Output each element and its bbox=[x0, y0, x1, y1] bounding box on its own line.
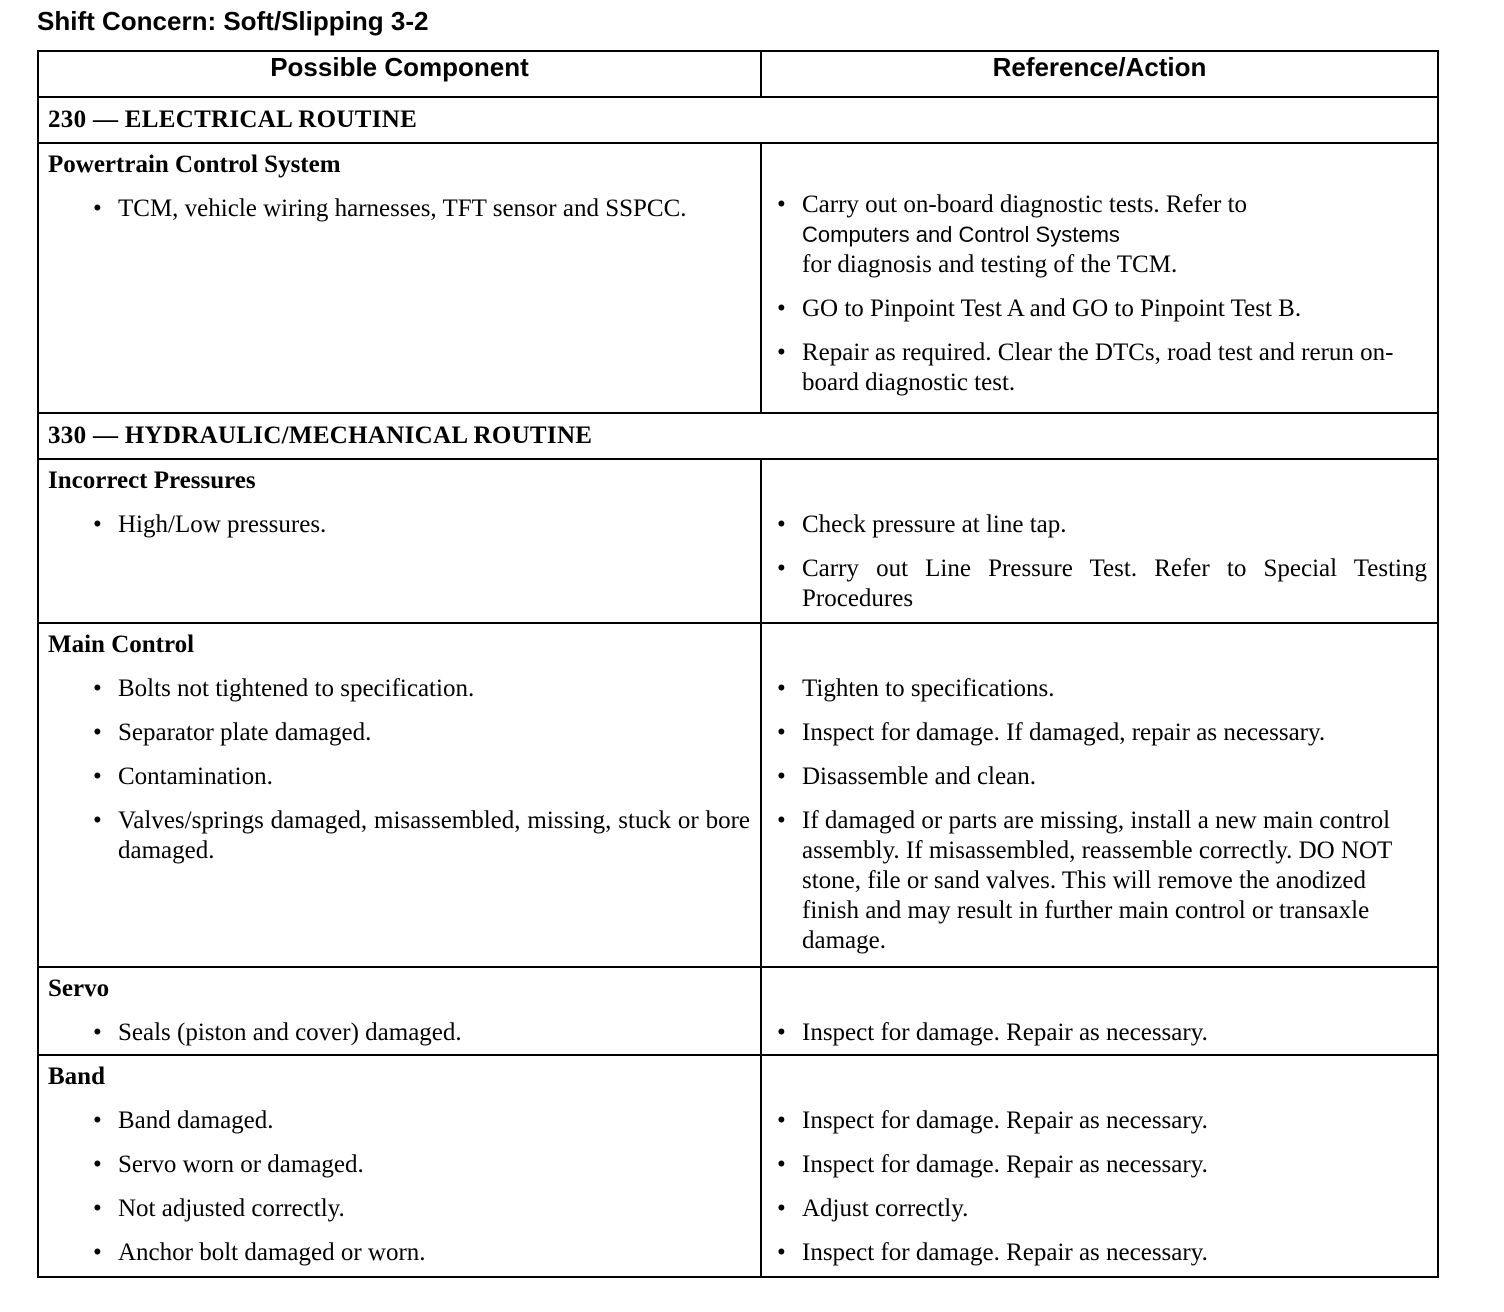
component-item: • Separator plate damaged. bbox=[48, 718, 750, 748]
group-row-main-control bbox=[38, 623, 1438, 967]
action-text-before: Carry out on-board diagnostic tests. Refer to bbox=[802, 191, 1248, 218]
action-spacer bbox=[771, 150, 1427, 194]
component-title: Band bbox=[48, 1063, 105, 1090]
action-cell bbox=[761, 623, 1438, 967]
component-list bbox=[48, 1106, 750, 1268]
action-spacer bbox=[771, 1062, 1427, 1106]
action-item: • Carry out Line Pressure Test. Refer to Special Testing Procedures bbox=[771, 554, 1427, 614]
table-header-row bbox=[38, 51, 1438, 97]
action-item: • Inspect for damage. Repair as necessary. bbox=[771, 1106, 1427, 1136]
action-item: • GO to Pinpoint Test A and GO to Pinpoint Test B. bbox=[771, 294, 1427, 324]
component-list bbox=[48, 510, 750, 540]
action-spacer bbox=[771, 974, 1427, 1018]
component-item: • Valves/springs damaged, misassembled, missing, stuck or bore damaged. bbox=[48, 806, 750, 866]
component-title: Main Control bbox=[48, 631, 195, 658]
diagnosis-table bbox=[37, 50, 1439, 1278]
component-list bbox=[48, 194, 750, 224]
action-item: • Inspect for damage. If damaged, repair as necessary. bbox=[771, 718, 1427, 748]
component-cell bbox=[38, 967, 761, 1055]
group-row-servo bbox=[38, 967, 1438, 1055]
action-list bbox=[771, 1018, 1427, 1048]
routine-title-hydraulic: 330 — HYDRAULIC/MECHANICAL ROUTINE bbox=[38, 413, 1438, 459]
component-cell bbox=[38, 143, 761, 413]
routine-row-electrical bbox=[38, 97, 1438, 143]
action-cell bbox=[761, 459, 1438, 623]
action-item: • Inspect for damage. Repair as necessary. bbox=[771, 1238, 1427, 1268]
component-title: Powertrain Control System bbox=[48, 151, 341, 178]
component-list bbox=[48, 1018, 750, 1048]
component-item: • High/Low pressures. bbox=[48, 510, 750, 540]
routine-row-hydraulic bbox=[38, 413, 1438, 459]
component-cell bbox=[38, 1055, 761, 1277]
action-spacer bbox=[771, 630, 1427, 674]
routine-title-electrical: 230 — ELECTRICAL ROUTINE bbox=[38, 97, 1438, 143]
action-item: • Inspect for damage. Repair as necessary. bbox=[771, 1018, 1427, 1048]
action-text-after: for diagnosis and testing of the TCM. bbox=[802, 251, 1178, 278]
action-list bbox=[771, 510, 1427, 614]
action-list bbox=[771, 1106, 1427, 1268]
component-item: • Servo worn or damaged. bbox=[48, 1150, 750, 1180]
component-cell bbox=[38, 623, 761, 967]
component-item: • Bolts not tightened to specification. bbox=[48, 674, 750, 704]
component-item: • Not adjusted correctly. bbox=[48, 1194, 750, 1224]
component-list bbox=[48, 674, 750, 866]
action-cell bbox=[761, 1055, 1438, 1277]
reference-link-computers-control-systems[interactable]: Computers and Control Systems bbox=[802, 222, 1120, 247]
action-item: • If damaged or parts are missing, install a new main control assembly. If misassembled, reassemble correctly. DO NOT stone, file or sand valves. This will remove the anodized finish and may result in further main control or transaxle damage. bbox=[771, 806, 1427, 956]
action-item: • Disassemble and clean. bbox=[771, 762, 1427, 792]
action-item: • Inspect for damage. Repair as necessary. bbox=[771, 1150, 1427, 1180]
action-cell bbox=[761, 967, 1438, 1055]
component-item: • TCM, vehicle wiring harnesses, TFT sensor and SSPCC. bbox=[48, 194, 750, 224]
component-cell bbox=[38, 459, 761, 623]
component-item: • Anchor bolt damaged or worn. bbox=[48, 1238, 750, 1268]
component-title: Incorrect Pressures bbox=[48, 467, 256, 494]
page-title: Shift Concern: Soft/Slipping 3-2 bbox=[37, 6, 429, 36]
group-row-band bbox=[38, 1055, 1438, 1277]
component-item: • Band damaged. bbox=[48, 1106, 750, 1136]
action-cell bbox=[761, 143, 1438, 413]
action-list bbox=[771, 674, 1427, 956]
action-item: • Tighten to specifications. bbox=[771, 674, 1427, 704]
component-item: • Contamination. bbox=[48, 762, 750, 792]
header-possible-component: Possible Component bbox=[38, 51, 761, 97]
group-row-powertrain bbox=[38, 143, 1438, 413]
action-item: • Check pressure at line tap. bbox=[771, 510, 1427, 540]
group-row-incorrect-pressures bbox=[38, 459, 1438, 623]
action-item: • Adjust correctly. bbox=[771, 1194, 1427, 1224]
component-title: Servo bbox=[48, 975, 110, 1002]
action-item: • Repair as required. Clear the DTCs, road test and rerun on-board diagnostic test. bbox=[771, 338, 1427, 398]
component-item: • Seals (piston and cover) damaged. bbox=[48, 1018, 750, 1048]
action-list bbox=[771, 190, 1427, 398]
action-item bbox=[771, 190, 1427, 280]
header-reference-action: Reference/Action bbox=[761, 51, 1438, 97]
action-spacer bbox=[771, 466, 1427, 510]
